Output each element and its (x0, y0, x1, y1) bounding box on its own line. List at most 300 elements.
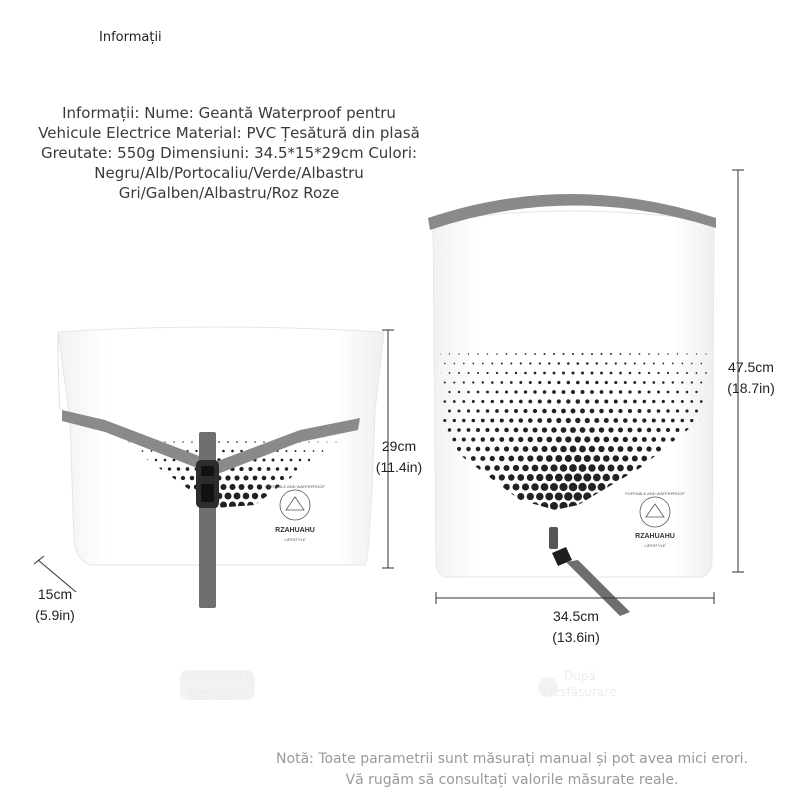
pattern-dot (466, 447, 470, 451)
pattern-dot (653, 363, 655, 365)
pattern-dot (605, 362, 607, 364)
pattern-dot (613, 455, 619, 461)
pattern-dot (308, 441, 309, 442)
height-cm: 47.5cm (728, 359, 774, 375)
pattern-dot (472, 381, 474, 383)
pattern-dot (510, 400, 514, 404)
pattern-dot (705, 353, 706, 354)
pattern-dot (227, 441, 229, 443)
pattern-dot (685, 409, 688, 412)
pattern-dot (686, 353, 687, 354)
pattern-dot (182, 441, 183, 442)
pattern-dot (572, 353, 574, 355)
pattern-dot (164, 459, 167, 462)
pattern-dot (696, 372, 698, 374)
pattern-dot (490, 456, 495, 461)
pattern-dot (267, 467, 271, 471)
pattern-dot (676, 409, 679, 412)
pattern-dot (463, 363, 465, 365)
pattern-dot (551, 427, 556, 432)
pattern-dot (533, 390, 536, 393)
pattern-dot (638, 372, 640, 374)
pattern-dot (615, 362, 617, 364)
pattern-dot (570, 446, 577, 453)
pattern-dot (239, 467, 243, 471)
pattern-dot (555, 474, 563, 482)
pattern-dot (581, 353, 583, 355)
caption-line: desfășura (188, 686, 248, 700)
pattern-dot (633, 381, 636, 384)
pattern-dot (522, 465, 529, 472)
pattern-dot (638, 390, 641, 393)
pattern-dot (452, 438, 456, 442)
pattern-dot (603, 455, 610, 462)
pattern-dot (677, 353, 678, 354)
pattern-dot (593, 474, 601, 482)
pattern-dot (624, 362, 626, 364)
pattern-dot (519, 381, 522, 384)
pattern-dot (536, 493, 544, 501)
pattern-dot (637, 428, 642, 433)
pattern-dot (229, 484, 235, 490)
pattern-dot (504, 446, 509, 451)
pattern-dot (700, 381, 702, 383)
pattern-dot (633, 400, 637, 404)
info-line: Negru/Alb/Portocaliu/Verde/Albastru (94, 164, 364, 182)
pattern-dot (449, 372, 451, 374)
pattern-dot (528, 418, 533, 423)
pattern-dot (514, 409, 518, 413)
pattern-dot (164, 441, 165, 442)
caption-line: Înainte de a (182, 670, 254, 684)
pattern-dot (565, 436, 571, 442)
pattern-dot (599, 409, 604, 414)
pattern-dot (579, 446, 586, 453)
pattern-dot (691, 381, 693, 383)
pattern-dot (506, 353, 508, 355)
pattern-dot (559, 483, 567, 491)
pattern-dot (589, 427, 595, 433)
pattern-dot (604, 418, 609, 423)
pattern-dot (546, 437, 552, 443)
pattern-dot (517, 474, 524, 481)
pattern-dot (643, 400, 646, 403)
pattern-dot (458, 353, 459, 354)
pattern-dot (234, 475, 239, 480)
caption-after (520, 668, 640, 700)
pattern-dot (618, 409, 622, 413)
pattern-dot (652, 381, 655, 384)
pattern-dot (594, 418, 599, 423)
pattern-dot (538, 381, 541, 384)
pattern-dot (562, 372, 565, 375)
pattern-dot (652, 400, 655, 403)
pattern-dot (248, 467, 252, 471)
pattern-dot (567, 362, 570, 365)
pattern-dot (624, 381, 627, 384)
pattern-dot (453, 400, 456, 403)
pattern-dot (609, 390, 613, 394)
pattern-dot (571, 409, 576, 414)
pattern-dot (317, 441, 318, 442)
pattern-dot (482, 381, 484, 383)
pattern-dot (444, 400, 447, 403)
pattern-dot (467, 428, 471, 432)
pattern-dot (676, 428, 680, 432)
pattern-dot (672, 381, 674, 383)
pattern-dot (254, 441, 256, 443)
pattern-dot (485, 465, 491, 471)
pattern-dot (575, 436, 581, 442)
pattern-dot (589, 446, 596, 453)
pattern-dot (564, 473, 572, 481)
pattern-dot (596, 362, 598, 364)
pattern-dot (508, 474, 515, 481)
pattern-dot (618, 427, 623, 432)
pattern-dot (476, 447, 481, 452)
pattern-dot (467, 409, 470, 412)
pattern-dot (560, 464, 567, 471)
pattern-dot (541, 465, 548, 472)
pattern-dot (191, 441, 193, 443)
pattern-dot (581, 371, 584, 374)
pattern-dot (588, 483, 596, 491)
pattern-dot (476, 409, 479, 412)
pattern-dot (272, 459, 275, 462)
pattern-dot (222, 450, 225, 453)
pattern-dot (561, 427, 567, 433)
pattern-dot (543, 390, 547, 394)
pattern-dot (671, 419, 675, 423)
pattern-dot (263, 441, 265, 443)
pattern-dot (622, 455, 628, 461)
pattern-dot (585, 399, 589, 403)
pattern-dot (552, 390, 556, 394)
pattern-dot (541, 483, 549, 491)
brand-subtext: LIFESTYLE (644, 543, 666, 548)
bag-before-illustration (34, 327, 394, 608)
pattern-dot (548, 362, 550, 364)
pattern-dot (576, 399, 580, 403)
pattern-dot (496, 391, 499, 394)
pattern-dot (588, 464, 595, 471)
pattern-dot (610, 353, 612, 355)
pattern-dot (671, 400, 674, 403)
pattern-dot (543, 372, 546, 375)
pattern-dot (509, 418, 513, 422)
pattern-dot (218, 441, 220, 443)
pattern-dot (186, 467, 190, 471)
pattern-dot (570, 427, 576, 433)
before-depth-label (22, 584, 88, 626)
pattern-dot (462, 437, 466, 441)
pattern-dot (632, 437, 637, 442)
pattern-dot (505, 409, 509, 413)
width-in: (13.6in) (552, 629, 600, 645)
pattern-dot (672, 363, 674, 365)
pattern-dot (528, 400, 532, 404)
pattern-dot (443, 419, 446, 422)
pattern-dot (651, 437, 656, 442)
pattern-dot (705, 372, 707, 374)
pattern-dot (594, 437, 600, 443)
pattern-dot (591, 372, 594, 375)
pattern-dot (290, 459, 293, 462)
pattern-dot (637, 446, 642, 451)
pattern-dot (647, 409, 651, 413)
pattern-dot (657, 409, 661, 413)
pattern-dot (504, 428, 509, 433)
pattern-dot (676, 391, 679, 394)
pattern-dot (550, 483, 558, 491)
pattern-dot (691, 363, 693, 365)
pattern-dot (623, 437, 628, 442)
pattern-dot (575, 418, 580, 423)
pattern-dot (566, 399, 570, 403)
brand-arc-text: PORTABLE AND WATERPROOF (625, 491, 685, 496)
pattern-dot (168, 467, 171, 470)
pattern-dot (576, 381, 580, 385)
pattern-dot (486, 372, 488, 374)
pattern-dot (681, 363, 683, 365)
pattern-dot (536, 474, 543, 481)
pattern-dot (142, 450, 144, 452)
pattern-dot (695, 410, 698, 413)
info-line: Informații: Nume: Geantă Waterproof pentru (62, 104, 396, 122)
pattern-dot (477, 391, 480, 394)
pattern-dot (627, 446, 633, 452)
pattern-dot (248, 484, 254, 490)
pattern-dot (499, 456, 505, 462)
pattern-dot (499, 474, 505, 480)
pattern-dot (491, 400, 494, 403)
pattern-dot (524, 372, 527, 375)
pattern-dot (155, 459, 157, 461)
pattern-dot (642, 437, 647, 442)
pattern-dot (520, 362, 522, 364)
pattern-dot (524, 390, 527, 393)
pattern-dot (646, 446, 651, 451)
pattern-dot (271, 476, 275, 480)
pattern-dot (220, 484, 226, 490)
pattern-dot (556, 436, 562, 442)
pattern-dot (532, 427, 537, 432)
pattern-dot (503, 465, 509, 471)
pattern-dot (639, 353, 641, 355)
info-line: Greutate: 550g Dimensiuni: 34.5*15*29cm Culori: (40, 144, 418, 162)
pattern-dot (562, 390, 566, 394)
pattern-dot (605, 381, 608, 384)
pattern-dot (700, 400, 703, 403)
pattern-dot (257, 484, 262, 489)
width-cm: 34.5cm (553, 608, 599, 624)
pattern-dot (571, 371, 574, 374)
pattern-dot (667, 353, 669, 355)
pattern-dot (681, 381, 683, 383)
pattern-dot (620, 353, 622, 355)
strap (199, 432, 216, 608)
pattern-dot (546, 455, 553, 462)
pattern-dot (676, 372, 678, 374)
pattern-dot (633, 418, 637, 422)
pattern-dot (658, 353, 660, 355)
pattern-dot (545, 493, 553, 501)
pattern-dot (614, 381, 617, 384)
pattern-dot (481, 437, 485, 441)
pattern-dot (527, 455, 533, 461)
pattern-dot (523, 446, 529, 452)
pattern-dot (534, 353, 536, 355)
pattern-dot (513, 446, 519, 452)
pattern-dot (304, 450, 306, 452)
pattern-dot (458, 391, 460, 393)
pattern-dot (244, 476, 249, 481)
pattern-dot (322, 450, 324, 452)
pattern-dot (494, 465, 500, 471)
pattern-dot (643, 381, 646, 384)
pattern-dot (578, 483, 586, 491)
pattern-dot (487, 353, 489, 355)
bag-after-illustration (428, 170, 744, 616)
pattern-dot (491, 381, 494, 384)
pattern-dot (662, 363, 664, 365)
pattern-dot (500, 418, 504, 422)
pattern-dot (252, 493, 258, 499)
pattern-dot (623, 418, 628, 423)
pattern-dot (528, 437, 533, 442)
note-line: Notă: Toate parametrii sunt măsurați manual și pot avea mici erori. (276, 751, 748, 767)
pattern-dot (681, 419, 685, 423)
pattern-dot (593, 455, 600, 462)
pattern-dot (690, 419, 693, 422)
pattern-dot (547, 418, 552, 423)
pattern-dot (462, 400, 465, 403)
pattern-dot (482, 363, 484, 365)
pattern-dot (584, 436, 590, 442)
pattern-dot (480, 456, 485, 461)
pattern-dot (603, 437, 609, 443)
pattern-dot (564, 492, 572, 500)
depth-cm: 15cm (37, 586, 73, 602)
pattern-dot (585, 418, 590, 423)
pattern-dot (468, 353, 469, 354)
pattern-dot (538, 400, 542, 404)
pattern-dot (547, 399, 551, 403)
pattern-dot (552, 409, 557, 414)
pattern-dot (472, 419, 476, 423)
pattern-dot (496, 372, 498, 374)
pattern-dot (500, 381, 503, 384)
pattern-dot (667, 372, 669, 374)
pattern-dot (628, 390, 631, 393)
pattern-dot (467, 391, 470, 394)
pattern-dot (509, 437, 514, 442)
pattern-dot (471, 437, 475, 441)
pattern-dot (285, 450, 287, 452)
pattern-dot (590, 390, 594, 394)
pattern-dot (558, 362, 560, 364)
after-height-label (718, 357, 784, 399)
pattern-dot (656, 447, 661, 452)
pattern-dot (628, 428, 633, 433)
pattern-dot (661, 419, 665, 423)
pattern-dot (239, 484, 245, 490)
pattern-dot (567, 381, 570, 384)
pattern-dot (519, 400, 523, 404)
pattern-dot (195, 450, 197, 452)
pattern-dot (534, 372, 537, 375)
pattern-dot (518, 456, 524, 462)
pattern-dot (505, 372, 507, 374)
pattern-dot (584, 455, 591, 462)
pattern-dot (500, 400, 503, 403)
pattern-dot (586, 362, 589, 365)
pattern-dot (532, 446, 538, 452)
pattern-dot (666, 428, 670, 432)
pattern-dot (632, 456, 638, 462)
brand-name: RZAHUAHU (275, 527, 315, 534)
pattern-dot (551, 446, 557, 452)
pattern-dot (569, 483, 578, 492)
pattern-dot (553, 372, 556, 375)
caption-before (168, 669, 268, 701)
pattern-dot (562, 353, 564, 355)
pattern-dot (515, 353, 517, 355)
pattern-dot (696, 353, 697, 354)
pattern-dot (477, 353, 478, 354)
pattern-dot (499, 437, 504, 442)
pattern-dot (666, 409, 669, 412)
pattern-dot (612, 474, 619, 481)
pattern-dot (642, 418, 646, 422)
pattern-dot (531, 483, 538, 490)
pattern-dot (647, 428, 652, 433)
pattern-dot (485, 447, 490, 452)
pattern-dot (529, 362, 531, 364)
pattern-dot (448, 428, 451, 431)
pattern-dot (657, 391, 660, 394)
pattern-dot (458, 372, 460, 374)
pattern-dot (225, 475, 230, 480)
pattern-dot (590, 409, 595, 414)
pattern-dot (477, 372, 479, 374)
pattern-dot (234, 493, 241, 500)
pattern-dot (537, 455, 543, 461)
pattern-dot (519, 418, 523, 422)
pattern-dot (583, 474, 591, 482)
info-line: Gri/Galben/Albastru/Roz Roze (118, 184, 340, 202)
pattern-dot (537, 437, 543, 443)
pattern-dot (532, 465, 539, 472)
pattern-dot (335, 441, 336, 442)
pattern-dot (623, 400, 627, 404)
pattern-dot (662, 381, 665, 384)
pattern-dot (603, 474, 610, 481)
pattern-dot (485, 428, 489, 432)
pattern-dot (448, 410, 451, 413)
pattern-dot (629, 353, 631, 355)
pattern-dot (463, 381, 465, 383)
pattern-dot (236, 441, 238, 443)
pattern-dot (647, 390, 650, 393)
pattern-dot (508, 456, 514, 462)
pattern-dot (476, 428, 480, 432)
pattern-dot (515, 372, 517, 374)
pattern-dot (560, 446, 567, 453)
pattern-dot (591, 353, 593, 355)
pattern-dot (527, 474, 534, 481)
pattern-dot (472, 363, 474, 365)
